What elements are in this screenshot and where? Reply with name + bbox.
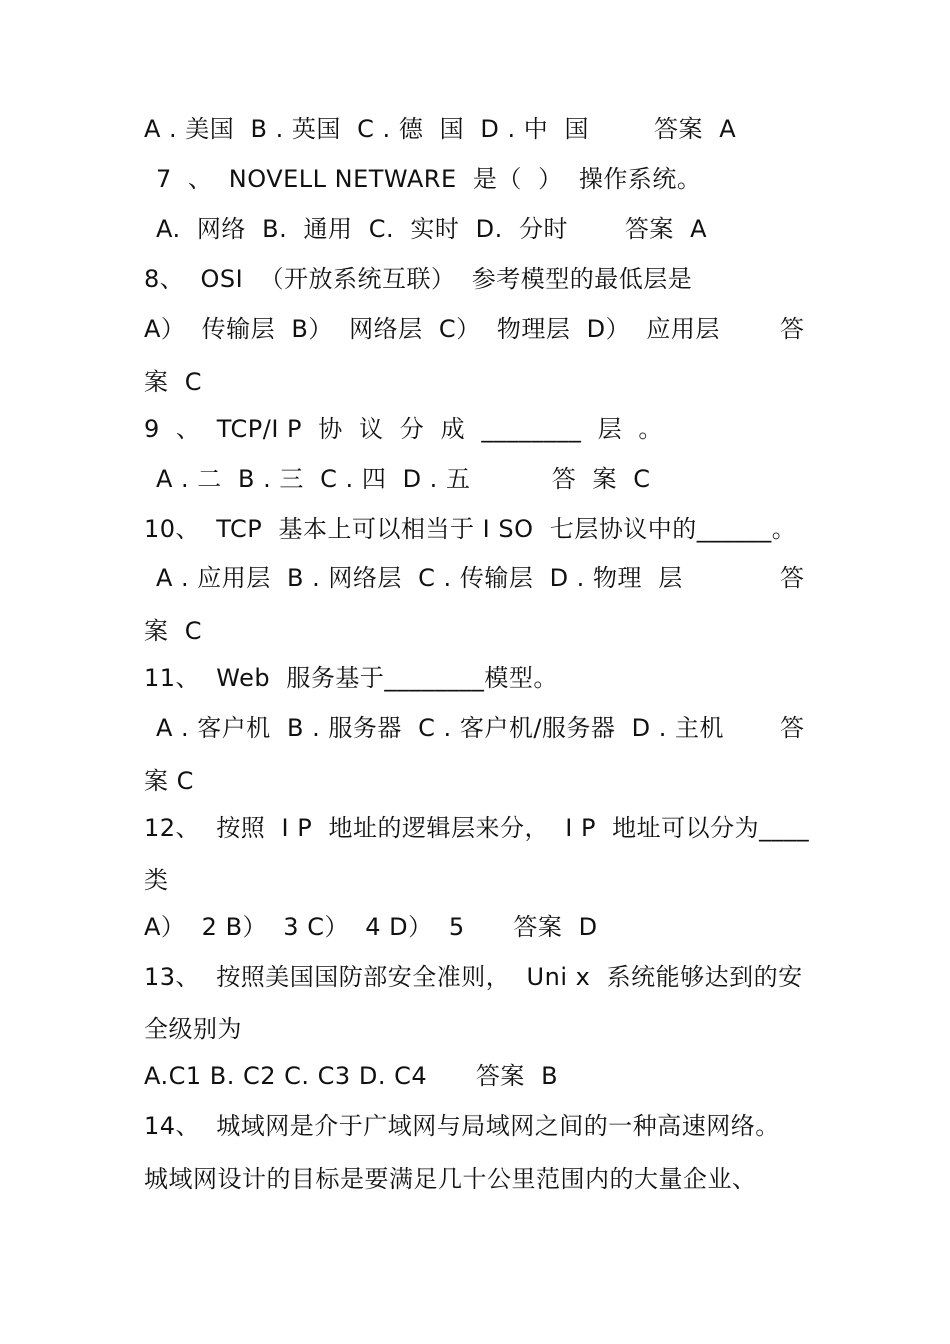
answer-options-9: A . 二 B . 三 C . 四 D . 五 答 案 C (156, 465, 651, 493)
answer-options-8: A） 传输层 B） 网络层 C） 物理层 D） 应用层 (144, 315, 720, 343)
answer-label-8-start: 答 (780, 315, 804, 343)
answer-options-13: A.C1 B. C2 C. C3 D. C4 答案 B (144, 1062, 559, 1090)
answer-options-12: A） 2 B） 3 C） 4 D） 5 答案 D (144, 913, 598, 941)
answer-options-10: A . 应用层 B . 网络层 C . 传输层 D . 物理 层 (156, 564, 683, 592)
answer-label-10-start: 答 (780, 564, 804, 592)
answer-label-11-start: 答 (780, 714, 804, 742)
question-11: 11、 Web 服务基于________模型。 (144, 664, 558, 692)
question-7: 7 、 NOVELL NETWARE 是（ ） 操作系统。 (156, 165, 702, 193)
answer-label-10-end: 案 C (144, 617, 203, 645)
answer-label-8-end: 案 C (144, 368, 203, 396)
answer-options-11: A . 客户机 B . 服务器 C . 客户机/服务器 D . 主机 (156, 714, 725, 742)
answer-options-6: A . 美国 B . 英国 C . 德 国 D . 中 国 答案 A (144, 115, 737, 143)
question-13-continued: 全级别为 (144, 1015, 242, 1043)
question-9: 9 、 TCP/I P 协 议 分 成 ________ 层 。 (144, 415, 663, 443)
question-14-continued: 城域网设计的目标是要满足几十公里范围内的大量企业、 (144, 1165, 757, 1193)
question-8: 8、 OSI （开放系统互联） 参考模型的最低层是 (144, 265, 693, 293)
question-12: 12、 按照 I P 地址的逻辑层来分， I P 地址可以分为____ (144, 814, 810, 842)
question-13: 13、 按照美国国防部安全准则， Uni x 系统能够达到的安 (144, 963, 803, 991)
answer-options-7: A. 网络 B. 通用 C. 实时 D. 分时 答案 A (156, 215, 708, 243)
question-12-continued: 类 (144, 866, 169, 894)
question-14: 14、 城域网是介于广域网与局域网之间的一种高速网络。 (144, 1112, 780, 1140)
answer-label-11-end: 案 C (144, 767, 194, 795)
question-10: 10、 TCP 基本上可以相当于 I SO 七层协议中的______。 (144, 515, 797, 543)
